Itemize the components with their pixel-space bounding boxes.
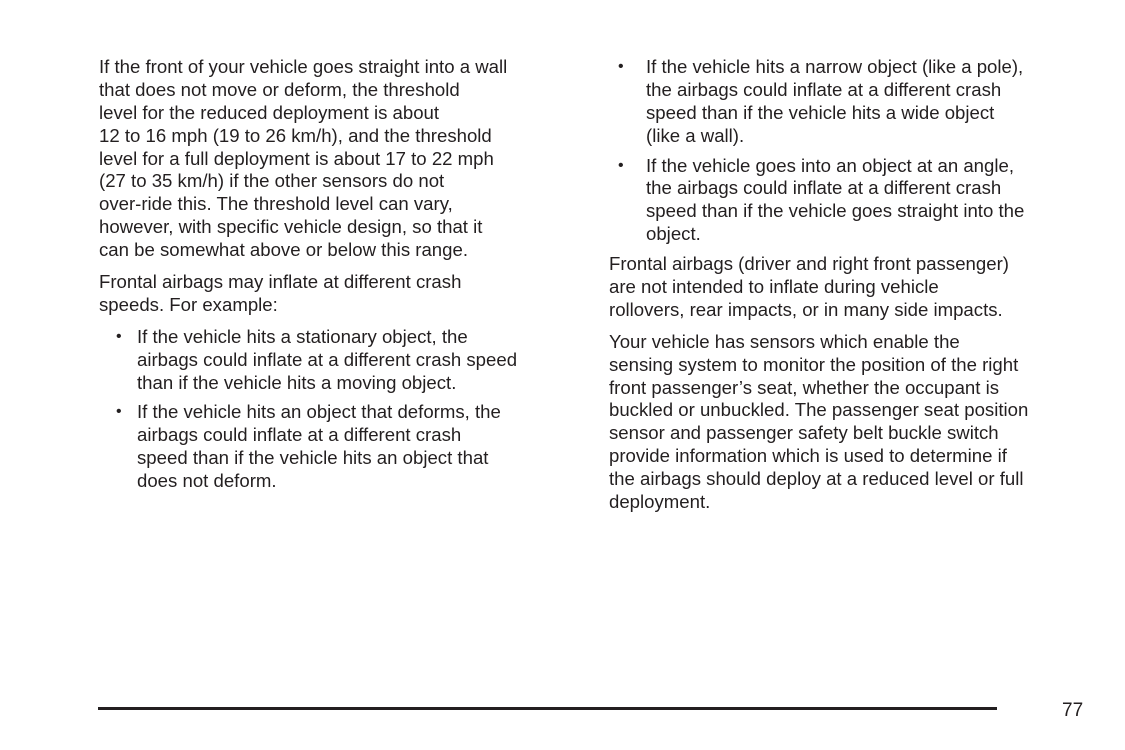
text-line: If the front of your vehicle goes straight into a wall [99, 56, 508, 77]
text-line: airbags could inflate at a different crash [137, 424, 462, 446]
text-line: sensing system to monitor the position of the right [609, 353, 1019, 375]
text-line: If the vehicle hits a stationary object, the [137, 325, 468, 347]
text-line: Frontal airbags (driver and right front passenger) [609, 253, 1009, 275]
text-line: 12 to 16 mph (19 to 26 km/h), and the threshold [99, 124, 492, 146]
text-line: level for the reduced deployment is about [99, 101, 440, 123]
text-line: If the vehicle hits an object that deforms, the [137, 401, 501, 423]
text-line: If the vehicle goes into an object at an angle, [646, 154, 1014, 176]
bullet-icon: • [618, 156, 624, 174]
text-line: buckled or unbuckled. The passenger seat position [609, 399, 1029, 421]
text-line: Frontal airbags may inflate at different crash [99, 271, 462, 293]
text-line: provide information which is used to determine if [609, 445, 1007, 467]
bullet-item [99, 401, 579, 493]
bullet-icon: • [116, 327, 122, 345]
text-line: object. [646, 223, 701, 245]
left-column [99, 56, 579, 500]
text-line: however, with specific vehicle design, so that it [99, 216, 483, 238]
bullet-item [99, 326, 579, 395]
bullet-item [609, 56, 1089, 148]
bullet-item [609, 155, 1089, 247]
threshold-paragraph [99, 56, 579, 262]
text-line: are not intended to inflate during vehicle [609, 276, 939, 298]
text-line: (like a wall). [646, 124, 745, 146]
text-line: the airbags could inflate at a different crash [646, 78, 1002, 100]
text-line: front passenger’s seat, whether the occupant is [609, 376, 1000, 398]
bullet-text [646, 155, 1089, 247]
text-line: rollovers, rear impacts, or in many side impacts. [609, 298, 1003, 320]
text-line: Your vehicle has sensors which enable the [609, 330, 960, 352]
bullet-text [137, 401, 579, 493]
text-line: that does not move or deform, the threshold [99, 78, 460, 100]
no-inflate-paragraph [609, 253, 1089, 322]
text-line: If the vehicle hits a narrow object (like a pole), [646, 56, 1024, 77]
page-number: 77 [1062, 700, 1084, 721]
text-line: speed than if the vehicle hits a wide object [646, 101, 995, 123]
text-line: the airbags could inflate at a different crash [646, 177, 1002, 199]
text-line: can be somewhat above or below this range. [99, 239, 468, 261]
text-line: (27 to 35 km/h) if the other sensors do not [99, 170, 445, 192]
text-line: over-ride this. The threshold level can vary, [99, 193, 453, 215]
sensors-paragraph [609, 331, 1089, 514]
crash-speeds-paragraph [99, 271, 579, 317]
footer-rule [98, 707, 997, 710]
text-line: level for a full deployment is about 17 to 22 mph [99, 147, 494, 169]
text-line: deployment. [609, 491, 711, 513]
text-line: the airbags should deploy at a reduced level or full [609, 468, 1024, 490]
text-line: than if the vehicle hits a moving object. [137, 371, 457, 393]
text-line: airbags could inflate at a different crash speed [137, 348, 518, 370]
bullet-icon: • [618, 58, 624, 75]
bullet-text [137, 326, 579, 395]
bullet-text [646, 56, 1089, 148]
text-line: does not deform. [137, 470, 277, 492]
text-line: speed than if the vehicle hits an object that [137, 447, 489, 469]
text-line: speed than if the vehicle goes straight into the [646, 200, 1025, 222]
right-column [609, 56, 1089, 523]
text-line: sensor and passenger safety belt buckle switch [609, 422, 999, 444]
bullet-icon: • [116, 403, 122, 421]
text-line: speeds. For example: [99, 293, 278, 315]
